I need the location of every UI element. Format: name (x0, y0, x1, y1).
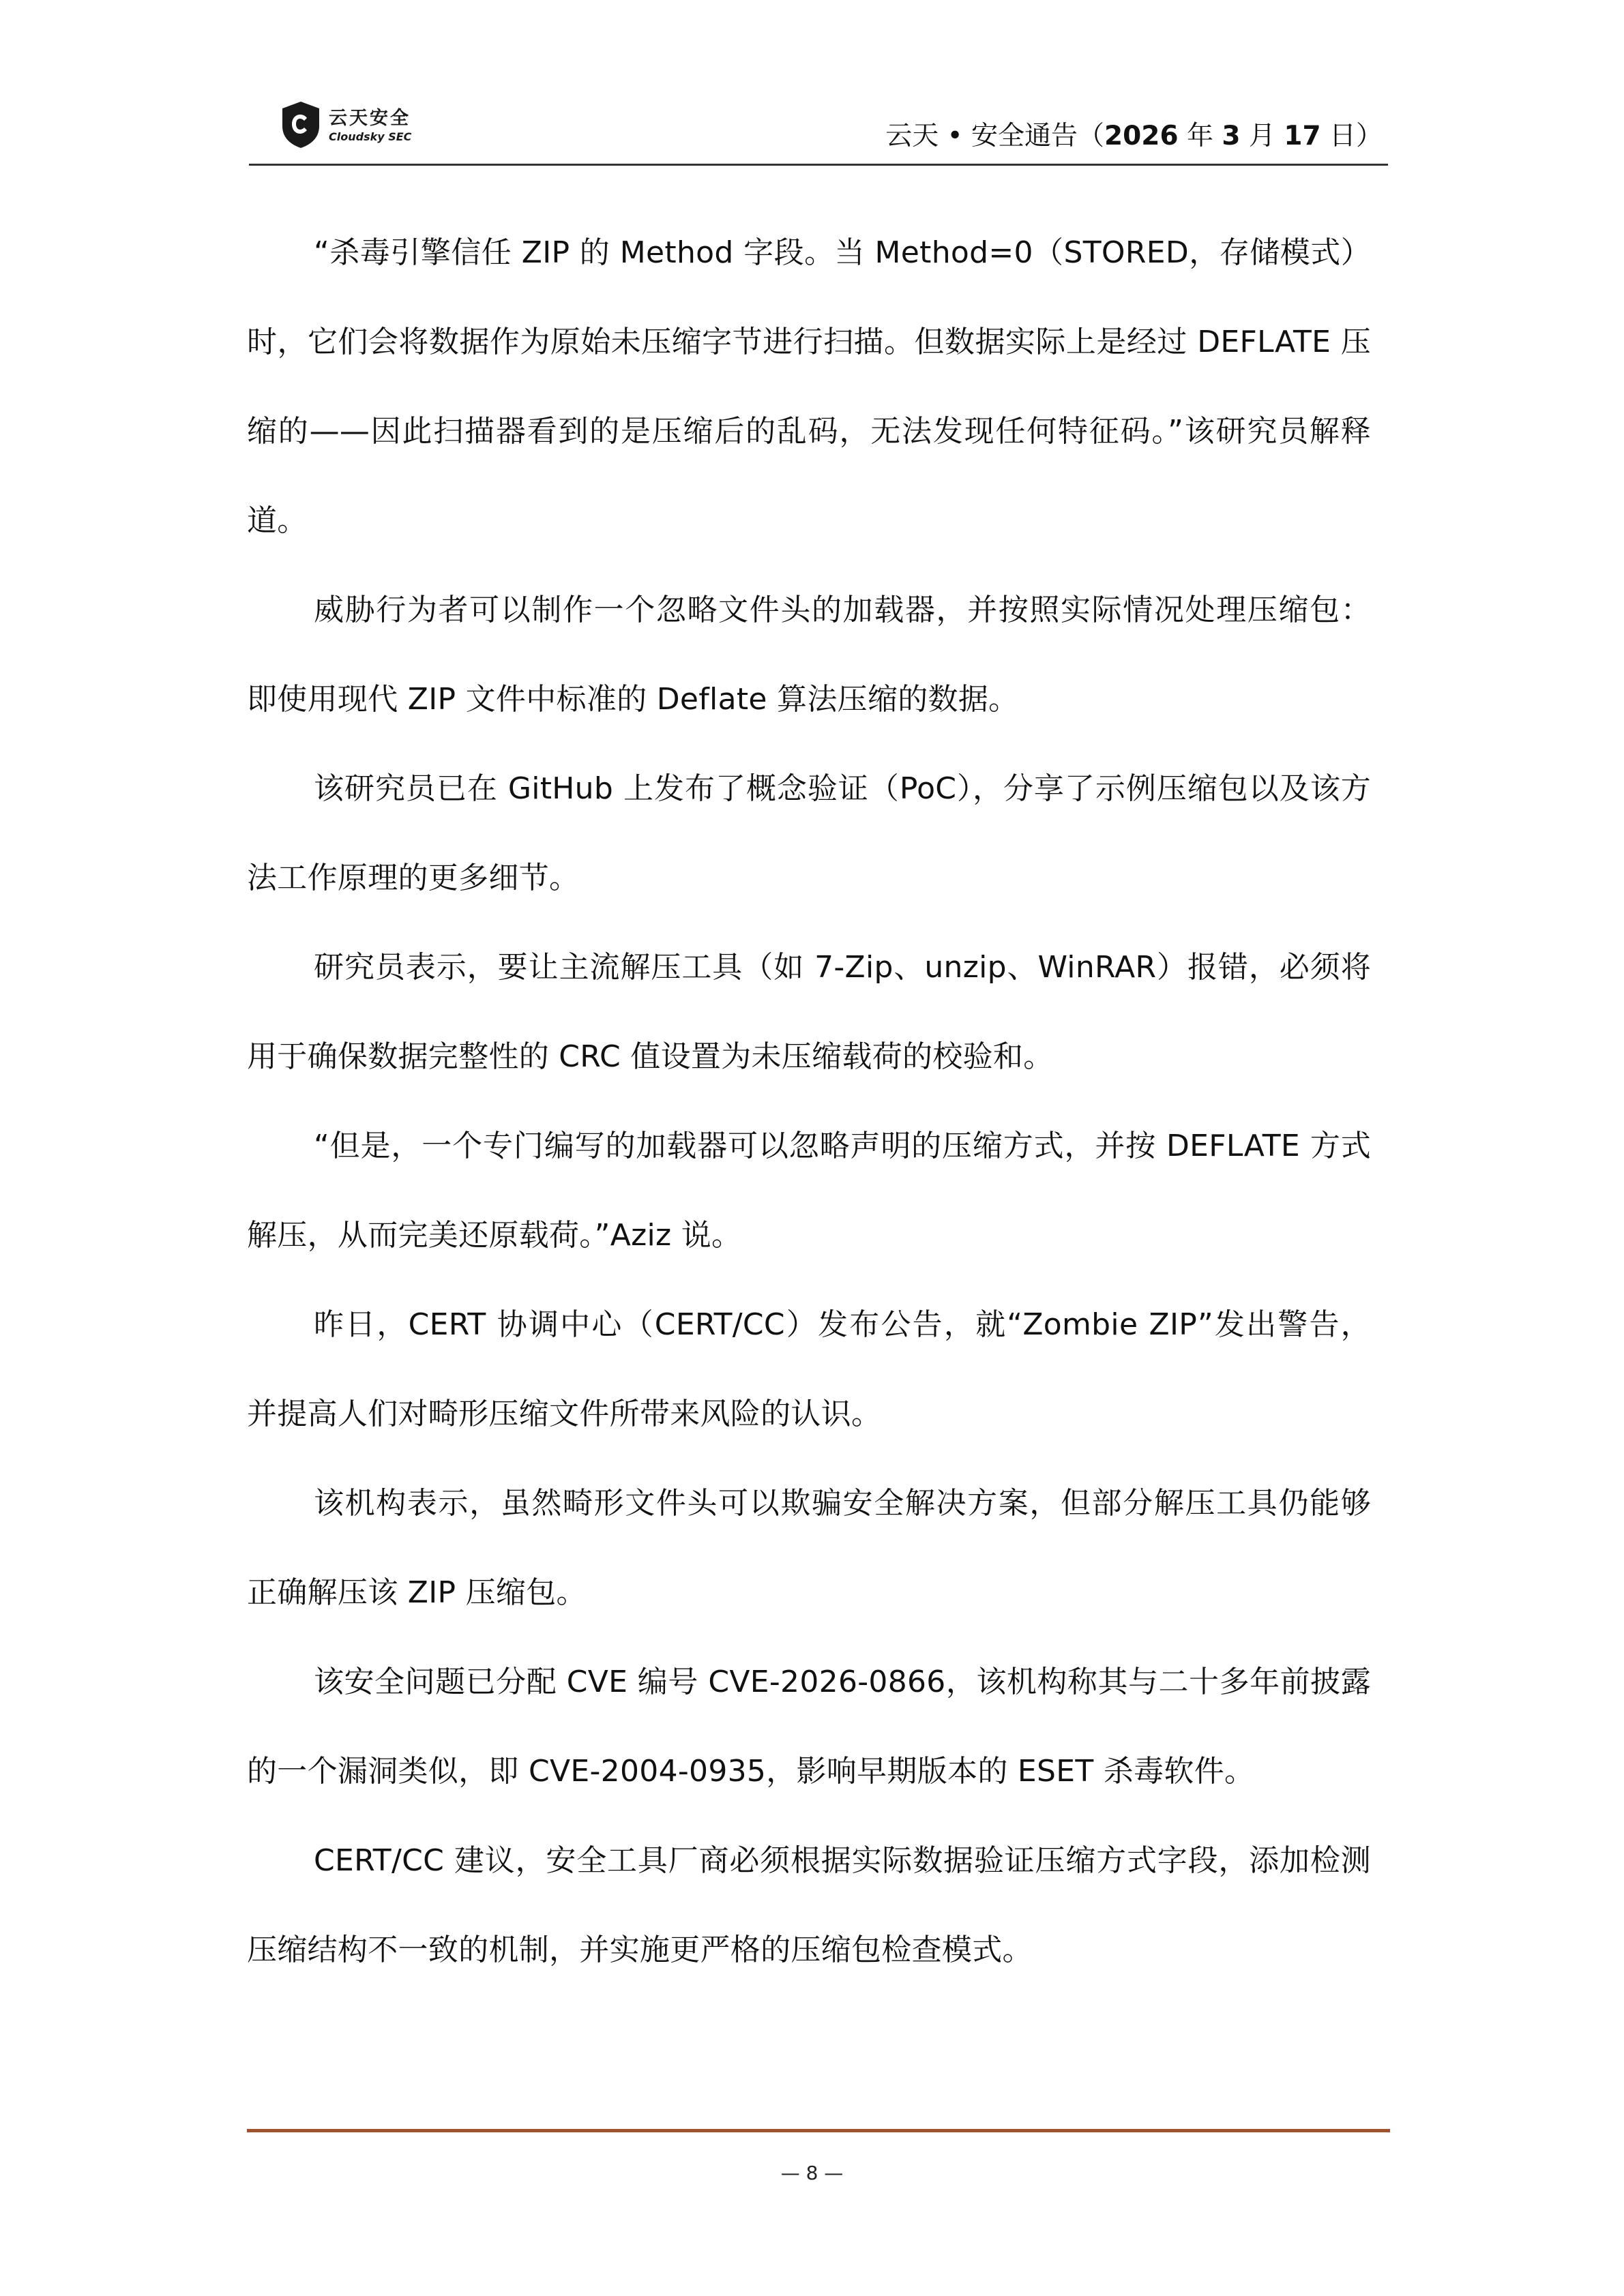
title-day: 17 (1284, 121, 1321, 151)
paragraph: 该机构表示，虽然畸形文件头可以欺骗安全解决方案，但部分解压工具仍能够正确解压该 ZIP 压缩包。 (247, 1486, 1371, 1610)
footer-divider (247, 2129, 1390, 2132)
title-year: 2026 (1104, 121, 1179, 151)
paragraph: 研究员表示，要让主流解压工具（如 7-Zip、unzip、WinRAR）报错，必须将用于确保数据完整性的 CRC 值设置为未压缩载荷的校验和。 (247, 950, 1371, 1074)
paragraph: 昨日，CERT 协调中心（CERT/CC）发布公告，就“Zombie ZIP”发出警告，并提高人们对畸形压缩文件所带来风险的认识。 (247, 1307, 1371, 1431)
shield-logo-icon (280, 100, 322, 149)
title-year-unit: 年 (1178, 121, 1222, 151)
paragraph: “但是，一个专门编写的加载器可以忽略声明的压缩方式，并按 DEFLATE 方式解压，从而完美还原载荷。”Aziz 说。 (247, 1129, 1371, 1253)
paragraph: 该研究员已在 GitHub 上发布了概念验证（PoC），分享了示例压缩包以及该方法工作原理的更多细节。 (247, 771, 1371, 895)
paragraph: CERT/CC 建议，安全工具厂商必须根据实际数据验证压缩方式字段，添加检测压缩结构不一致的机制，并实施更严格的压缩包检查模式。 (247, 1843, 1371, 1967)
page-number: — 8 — (780, 2162, 844, 2184)
title-day-unit: 日） (1320, 121, 1383, 151)
paragraph: 威胁行为者可以制作一个忽略文件头的加载器，并按照实际情况处理压缩包：即使用现代 ZIP 文件中标准的 Deflate 算法压缩的数据。 (247, 593, 1371, 717)
paragraph: 该安全问题已分配 CVE 编号 CVE-2026-0866，该机构称其与二十多年前披露的一个漏洞类似，即 CVE-2004-0935，影响早期版本的 ESET 杀毒软件。 (247, 1665, 1371, 1789)
title-month-unit: 月 (1240, 121, 1284, 151)
company-logo (280, 100, 484, 155)
logo-chinese-name: 云天安全 (329, 108, 411, 129)
title-prefix: 云天 • 安全通告（ (885, 121, 1105, 151)
logo-english-name: Cloudsky SEC (329, 130, 412, 143)
page-header (249, 95, 1388, 166)
paragraph: “杀毒引擎信任 ZIP 的 Method 字段。当 Method=0（STORED，存储模式）时，它们会将数据作为原始未压缩字节进行扫描。但数据实际上是经过 DEFLATE 压缩的——因此扫描器看到的是压缩后的乱码，无法发现任何特征码。”该研究员解释道。 (247, 235, 1371, 538)
title-month: 3 (1222, 121, 1241, 151)
bulletin-title (885, 115, 1383, 153)
article-body (247, 208, 1371, 1995)
